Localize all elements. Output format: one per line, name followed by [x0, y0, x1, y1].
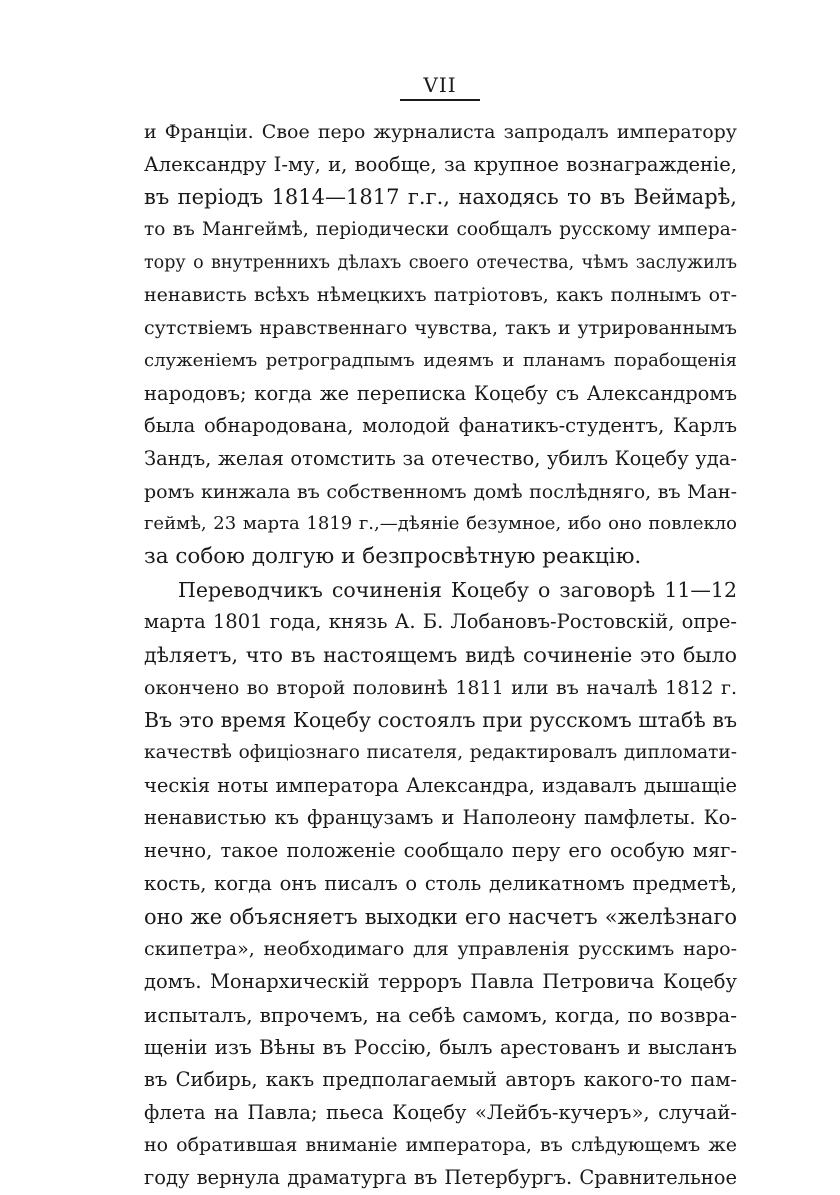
text-line: сутствіемъ нравственнаго чувства, такъ и утрированнымъ — [144, 317, 737, 340]
text-line: оно же объясняетъ выходки его насчетъ «желѣзнаго — [144, 904, 737, 929]
text-line: тору о внутреннихъ дѣлахъ своего отечества, чѣмъ заслужилъ — [144, 252, 737, 273]
text-line: была обнародована, молодой фанатикъ-студентъ, Карлъ — [144, 414, 737, 438]
header-rule — [400, 99, 480, 101]
text-line: служеніемъ ретроградпымъ идеямъ и планамъ порабощенія — [144, 349, 737, 371]
text-line: и Франціи. Свое перо журналиста запродалъ императору — [144, 121, 737, 143]
text-line: домъ. Монархическій терроръ Павла Петровича Коцебу — [144, 969, 737, 993]
text-line: то въ Мангеймѣ, періодически сообщалъ русскому импера- — [144, 219, 737, 241]
text-line: ческія ноты императора Александра, издавалъ дышащіе — [144, 773, 737, 797]
text-line: геймѣ, 23 марта 1819 г.,—дѣяніе безумное, ибо оно повлекло — [144, 513, 737, 535]
text-line: марта 1801 года, князь А. Б. Лобановъ-Ростовскій, опре- — [144, 610, 737, 634]
text-line: ненавистью къ французамъ и Наполеону памфлеты. Ко- — [144, 806, 737, 830]
text-line: испыталъ, впрочемъ, на себѣ самомъ, когда, по возвра- — [144, 1002, 737, 1027]
text-line: ромъ кинжала въ собственномъ домѣ послѣдняго, въ Ман- — [144, 480, 737, 503]
text-line: Въ это время Коцебу состоялъ при русскомъ штабѣ въ — [144, 708, 737, 733]
text-line: ненависть всѣхъ нѣмецкихъ патріотовъ, какъ полнымъ от- — [144, 284, 737, 307]
text-line: скипетра», необходимаго для управленія русскимъ наро- — [144, 938, 737, 961]
text-line: кость, когда онъ писалъ о столь деликатномъ предметѣ, — [144, 871, 737, 895]
text-line: году вернула драматурга въ Петербургъ. Сравнительное — [144, 1166, 737, 1189]
text-line: щеніи изъ Вѣны въ Россію, былъ арестованъ и высланъ — [144, 1035, 737, 1060]
text-line: Зандъ, желая отомстить за отечество, убилъ Коцебу уда- — [144, 446, 737, 470]
text-line: дѣляетъ, что въ настоящемъ видѣ сочиненіе это было — [144, 643, 737, 667]
text-line: нечно, такое положеніе сообщало перу его особую мяг- — [144, 839, 737, 863]
text-line: Александру I-му, и, вообще, за крупное вознагражденіе, — [144, 152, 737, 176]
text-line: окончено во второй половинѣ 1811 или въ началѣ 1812 г. — [144, 676, 737, 699]
text-line: въ періодъ 1814—1817 г.г., находясь то въ Веймарѣ, — [144, 185, 737, 210]
text-line: флета на Павла; пьеса Коцебу «Лейбъ-кучеръ», случай- — [144, 1100, 737, 1124]
page-number: VII — [423, 73, 457, 97]
text-line: народовъ; когда же переписка Коцебу съ Александромъ — [144, 381, 737, 405]
text-line: за собою долгую и безпросвѣтную реакцію. — [144, 543, 642, 569]
text-line: Переводчикъ сочиненія Коцебу о заговорѣ 11—12 — [178, 577, 737, 602]
text-line: качествѣ офиціознаго писателя, редактировалъ дипломати- — [144, 742, 737, 764]
text-line: но обратившая вниманіе императора, въ слѣдующемъ же — [144, 1134, 737, 1157]
text-line: въ Сибирь, какъ предполагаемый авторъ какого-то пам- — [144, 1067, 737, 1091]
body-text — [144, 116, 737, 1195]
